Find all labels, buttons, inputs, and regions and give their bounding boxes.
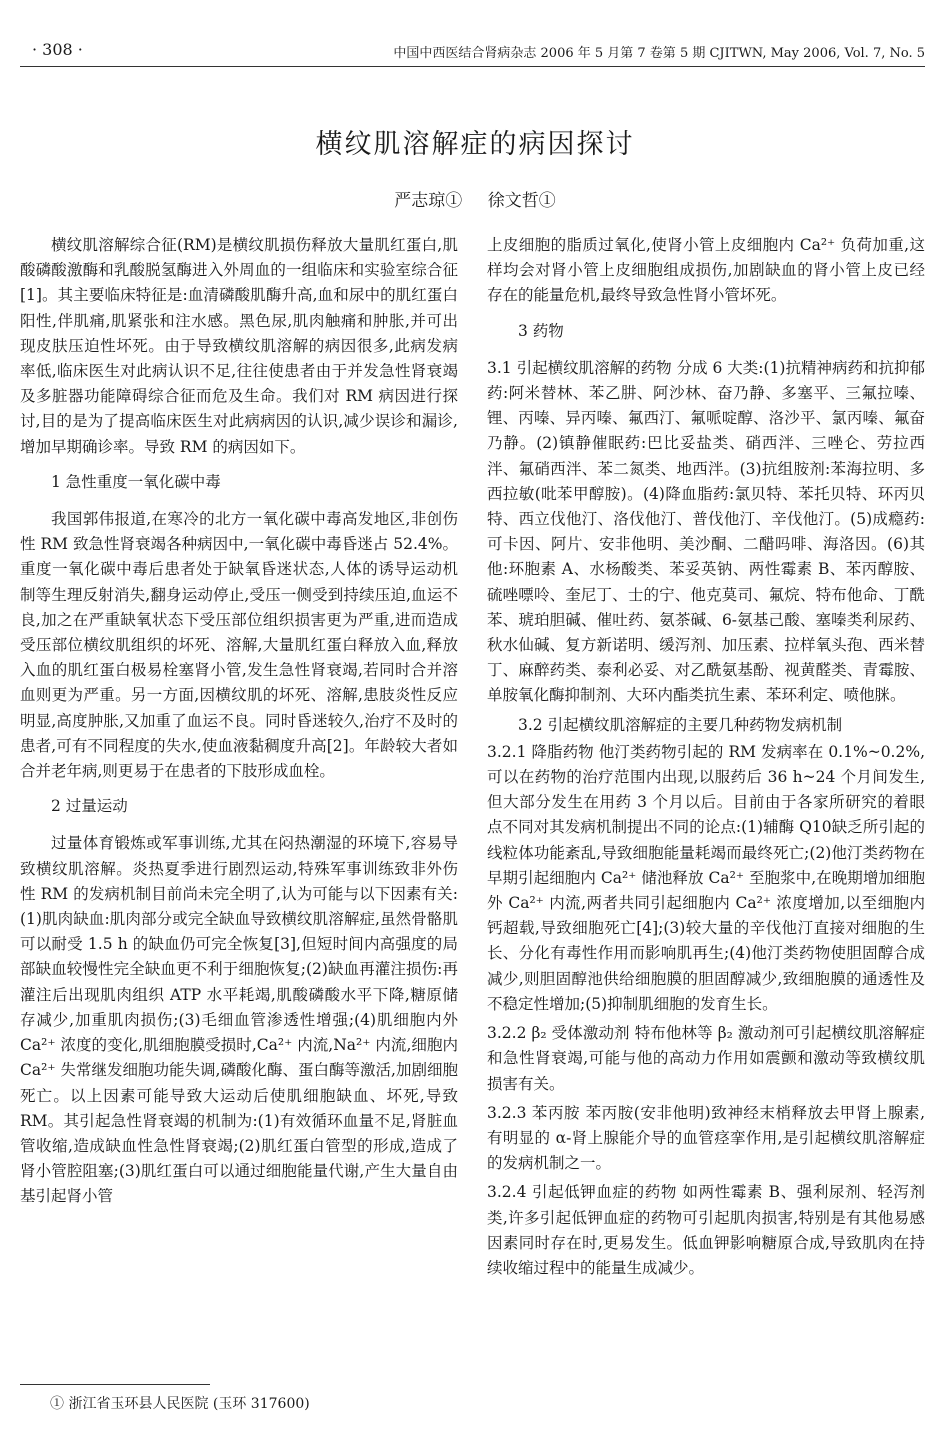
subsection-text: 特布他林等 β₂ 激动剂可引起横纹肌溶解症和急性肾衰竭,可能与他的高动力作用如震颤和激动等致横纹肌损害有关。 [487, 1024, 926, 1093]
body-paragraph: 我国郭伟报道,在寒冷的北方一氧化碳中毒高发地区,非创伤性 RM 致急性肾衰竭各种病因中,一氧化碳中毒昏迷占 52.4%。重度一氧化碳中毒后患者处于缺氧昏迷状态,人体的诱导运动机制等生理反射消失,翻身运动停止,受压一侧受到持续压迫,血运不良,加之在严重缺氧状态下受压部位组织损害更为严重,进而造成受压部位横纹肌组织的坏死、溶解,大量肌红蛋白释放入血,释放入血的肌红蛋白极易栓塞肾小管,发生急性肾衰竭,若同时合并溶血则更为严重。另一方面,因横纹肌的坏死、溶解,患肢炎性反应明显,高度肿胀,又加重了血运不良。同时昏迷较久,治疗不及时的患者,可有不同程度的失水,使血液黏稠度升高[2]。年龄较大者如合并老年病,则更易于在患者的下肢形成血栓。 [20, 510, 458, 781]
section-heading: 1 急性重度一氧化碳中毒 [51, 472, 221, 491]
author-name: 严志琼① [394, 191, 463, 211]
subsection-title: 3.1 引起横纹肌溶解的药物 [487, 358, 672, 377]
author-line [0, 186, 950, 211]
running-header [20, 38, 925, 67]
subsection-heading: 3.2 引起横纹肌溶解症的主要几种药物发病机制 [518, 715, 843, 734]
body-paragraph: 上皮细胞的脂质过氧化,使肾小管上皮细胞内 Ca²⁺ 负荷加重,这样均会对肾小管上皮细胞组成损伤,加剧缺血的肾小管上皮已经存在的能量危机,最终导致急性肾小管坏死。 [487, 236, 925, 305]
subsection-text: 分成 6 大类:(1)抗精神病药和抗抑郁药:阿米替林、苯乙肼、阿沙林、奋乃静、多塞平、三氟拉嗪、锂、丙嗪、异丙嗪、氟西汀、氟哌啶醇、洛沙平、氯丙嗪、氟奋乃静。(2)镇静催眠药:巴比妥盐类、硝西泮、三唑仑、劳拉西泮、氟硝西泮、苯二氮类、地西泮。(3)抗组胺剂:苯海拉明、多西拉敏(吡苯甲醇胺)。(4)降血脂药:氯贝特、苯托贝特、环丙贝特、西立伐他汀、洛伐他汀、普伐他汀、辛伐他汀。(5)成瘾药:可卡因、阿片、安非他明、美沙酮、二醋吗啡、海洛因。(6)其他:环胞素 A、水杨酸类、苯妥英钠、两性霉素 B、苯丙醇胺、硫唑嘌呤、奎尼丁、士的宁、他克莫司、氟烷、特布他命、丁酰苯、琥珀胆碱、催吐药、氨茶碱、6-氨基己酸、塞嗪类利尿药、秋水仙碱、复方新诺明、缓泻剂、加压素、拉样氧头孢、西米替丁、麻醉药类、泰利必妥、对乙酰氨基酚、视黄醛类、青霉胺、单胺氧化酶抑制剂、大环内酯类抗生素、苯环利定、喷他脒。 [487, 358, 926, 705]
article-title: 横纹肌溶解症的病因探讨 [315, 129, 635, 160]
author-name: 徐文哲① [487, 191, 556, 211]
subsection-title: 3.2.4 引起低钾血症的药物 [487, 1183, 677, 1202]
footnote-divider [20, 1384, 210, 1385]
subsection-text: 他汀类药物引起的 RM 发病率在 0.1%~0.2%,可以在药物的治疗范围内出现,以服药后 36 h~24 个月间发生,但大部分发生在用药 3 个月以后。目前由于各家所研究的着眼点不同对其发病机制提出不同的论点:(1)辅酶 Q10缺乏所引起的线粒体功能紊乱,导致细胞能量耗竭而最终死亡;(2)他汀类药物在早期引起细胞内 Ca²⁺ 储池释放 Ca²⁺ 至胞浆中,在晚期增加细胞外 Ca²⁺ 内流,两者共同引起细胞内 Ca²⁺ 浓度增加,以至细胞内钙超载,导致细胞死亡[4];(3)较大量的辛伐他汀直接对细胞的生长、分化有毒性作用而影响肌再生;(4)他汀类药物使胆固醇合成减少,则胆固醇池供给细胞膜的胆固醇减少,致细胞膜的通透性及不稳定性增加;(5)抑制肌细胞的发育生长。 [487, 742, 925, 1013]
subsection-title: 3.2.1 降脂药物 [487, 742, 594, 761]
subsection-title: 3.2.2 β₂ 受体激动剂 [487, 1024, 630, 1043]
subsection-text: 苯丙胺(安非他明)致神经末梢释放去甲肾上腺素,有明显的 α-肾上腺能介导的血管痉挛作用,是引起横纹肌溶解症的发病机制之一。 [487, 1103, 925, 1173]
footnote: ① 浙江省玉环县人民医院 (玉环 317600) [50, 1396, 310, 1412]
left-column [20, 233, 458, 1214]
intro-paragraph: 横纹肌溶解综合征(RM)是横纹肌损伤释放大量肌红蛋白,肌酸磷酸激酶和乳酸脱氢酶进入外周血的一组临床和实验室综合征[1]。其主要临床特征是:血清磷酸肌酶升高,血和尿中的肌红蛋白阳性,伴肌痛,肌紧张和注水感。黑色尿,肌肉触痛和肿胀,并可出现皮肤压迫性坏死。由于导致横纹肌溶解的病因很多,此病发病率低,临床医生对此病认识不足,往往使患者由于并发急性肾衰竭及多脏器功能障碍综合征而危及生命。我们对 RM 病因进行探讨,目的是为了提高临床医生对此病病因的认识,减少误诊和漏诊,增加早期确诊率。导致 RM 的病因如下。 [20, 236, 458, 456]
body-paragraph: 过量体育锻炼或军事训练,尤其在闷热潮湿的环境下,容易导致横纹肌溶解。炎热夏季进行剧烈运动,特殊军事训练致非外伤性 RM 的发病机制目前尚未完全明了,认为可能与以下因素有关:(1)肌肉缺血:肌肉部分或完全缺血导致横纹肌溶解症,虽然骨骼肌可以耐受 1.5 h 的缺血仍可完全恢复[3],但短时间内高强度的局部缺血较慢性完全缺血更不利于细胞恢复;(2)缺血再灌注损伤:再灌注后出现肌肉组织 ATP 水平耗竭,肌酸磷酸水平下降,糖原储存减少,加重肌肉损伤;(3)毛细血管渗透性增强;(4)肌细胞内外 Ca²⁺ 浓度的变化,肌细胞膜受损时,Ca²⁺ 内流,Na²⁺ 内流,细胞内 Ca²⁺ 失常继发细胞功能失调,磷酸化酶、蛋白酶等激活,加剧细胞死亡。以上因素可能导致大运动后使肌细胞缺血、坏死,导致 RM。其引起急性肾衰竭的机制为:(1)有效循环血量不足,肾脏血管收缩,造成缺血性急性肾衰竭;(2)肌红蛋白管型的形成,造成了肾小管腔阻塞;(3)肌红蛋白可以通过细胞能量代谢,产生大量自由基引起肾小管 [20, 834, 458, 1206]
page-number: · 308 · [32, 40, 83, 59]
subsection-text: 如两性霉素 B、强利尿剂、轻泻剂类,许多引起低钾血症的药物可引起肌肉损害,特别是有其他易感因素同时存在时,更易发生。低血钾影响糖原合成,导致肌肉在持续收缩过程中的能量生成减少。 [487, 1183, 925, 1277]
section-heading: 3 药物 [518, 321, 564, 340]
subsection-title: 3.2.3 苯丙胺 [487, 1103, 581, 1122]
journal-citation: 中国中西医结合肾病杂志 2006 年 5 月第 7 卷第 5 期 CJITWN, May 2006, Vol. 7, No. 5 [393, 46, 925, 61]
right-column [487, 233, 925, 1285]
section-heading: 2 过量运动 [51, 797, 128, 816]
